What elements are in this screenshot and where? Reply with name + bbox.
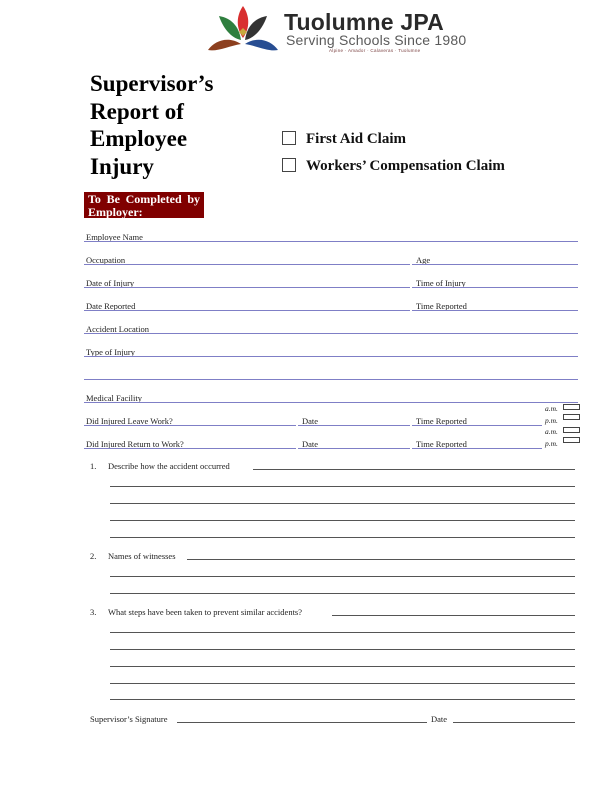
occupation-label: Occupation <box>86 255 126 265</box>
accident-location-field[interactable] <box>84 333 578 334</box>
question-1-answer-line[interactable] <box>110 537 575 538</box>
age-field[interactable] <box>412 264 578 265</box>
leave-work-pm-label: p.m. <box>545 416 558 425</box>
medical-facility-field[interactable] <box>84 402 578 403</box>
leave-work-time-reported-label: Time Reported <box>416 416 467 426</box>
question-3-answer-line[interactable] <box>110 683 575 684</box>
occupation-field[interactable] <box>84 264 410 265</box>
age-label: Age <box>416 255 431 265</box>
leave-work-date-label: Date <box>302 416 319 426</box>
accident-location-label: Accident Location <box>86 324 150 334</box>
form-title <box>90 70 214 180</box>
return-work-am-checkbox[interactable] <box>563 427 580 433</box>
question-number: 1. <box>90 461 97 471</box>
return-work-am-label: a.m. <box>545 427 558 436</box>
question-number: 2. <box>90 551 97 561</box>
leave-work-am-label: a.m. <box>545 404 558 413</box>
supervisor-signature-field[interactable] <box>177 722 427 723</box>
question-3-answer-line[interactable] <box>110 699 575 700</box>
date-reported-label: Date Reported <box>86 301 136 311</box>
time-reported-label: Time Reported <box>416 301 467 311</box>
first-aid-claim-checkbox[interactable] <box>282 131 296 145</box>
medical-facility-label: Medical Facility <box>86 393 142 403</box>
date-of-injury-label: Date of Injury <box>86 278 135 288</box>
type-of-injury-field[interactable] <box>84 356 578 357</box>
question-2-answer-line[interactable] <box>110 576 575 577</box>
workers-comp-claim-label: Workers’ Compensation Claim <box>306 158 505 174</box>
leave-work-pm-checkbox[interactable] <box>563 414 580 420</box>
question-1-answer-line[interactable] <box>110 486 575 487</box>
workers-comp-claim-checkbox[interactable] <box>282 158 296 172</box>
type-of-injury-label: Type of Injury <box>86 347 135 357</box>
signature-date-label: Date <box>431 714 448 724</box>
logo-counties: Alpine · Amador · Calaveras · Tuolumne <box>329 48 421 53</box>
leave-work-date-field[interactable] <box>298 425 410 426</box>
return-work-pm-label: p.m. <box>545 439 558 448</box>
question-1-text: Describe how the accident occurred <box>108 461 230 471</box>
question-2-answer-line[interactable] <box>187 559 575 560</box>
question-1-answer-line[interactable] <box>253 469 575 470</box>
leave-work-field[interactable] <box>84 425 296 426</box>
time-of-injury-label: Time of Injury <box>416 278 466 288</box>
leave-work-time-field[interactable] <box>412 425 542 426</box>
employee-name-field[interactable] <box>84 241 578 242</box>
employer-section-banner <box>84 192 204 218</box>
logo-name: Tuolumne JPA <box>284 9 444 35</box>
title-line: Supervisor’s <box>90 71 214 96</box>
time-of-injury-field[interactable] <box>412 287 578 288</box>
leave-work-am-checkbox[interactable] <box>563 404 580 410</box>
title-line: Report of <box>90 98 184 124</box>
signature-date-field[interactable] <box>453 722 575 723</box>
return-work-date-field[interactable] <box>298 448 410 449</box>
question-number: 3. <box>90 607 97 617</box>
tuolumne-jpa-logo-icon <box>207 4 279 56</box>
first-aid-claim-label: First Aid Claim <box>306 131 406 147</box>
supervisor-signature-label: Supervisor’s Signature <box>90 714 168 724</box>
question-1-answer-line[interactable] <box>110 520 575 521</box>
question-3-answer-line[interactable] <box>110 649 575 650</box>
question-1-answer-line[interactable] <box>110 503 575 504</box>
logo-tagline: Serving Schools Since 1980 <box>286 32 467 48</box>
question-3-answer-line[interactable] <box>110 666 575 667</box>
return-work-field[interactable] <box>84 448 296 449</box>
employee-name-label: Employee Name <box>86 232 143 242</box>
return-work-time-field[interactable] <box>412 448 542 449</box>
date-of-injury-field[interactable] <box>84 287 410 288</box>
date-reported-field[interactable] <box>84 310 410 311</box>
question-2-answer-line[interactable] <box>110 593 575 594</box>
title-line: Injury <box>90 153 154 179</box>
time-reported-field[interactable] <box>412 310 578 311</box>
return-work-pm-checkbox[interactable] <box>563 437 580 443</box>
question-3-text: What steps have been taken to prevent similar accidents? <box>108 607 303 617</box>
leave-work-label: Did Injured Leave Work? <box>86 416 173 426</box>
return-work-date-label: Date <box>302 439 319 449</box>
question-2-text: Names of witnesses <box>108 551 176 561</box>
question-3-answer-line[interactable] <box>110 632 575 633</box>
banner-line: To Be Completed by <box>88 192 200 206</box>
return-work-time-reported-label: Time Reported <box>416 439 467 449</box>
type-of-injury-field-line-2[interactable] <box>84 379 578 380</box>
title-line: Employee <box>90 126 188 151</box>
return-work-label: Did Injured Return to Work? <box>86 439 184 449</box>
question-3-answer-line[interactable] <box>332 615 575 616</box>
banner-line: Employer: <box>88 204 143 219</box>
